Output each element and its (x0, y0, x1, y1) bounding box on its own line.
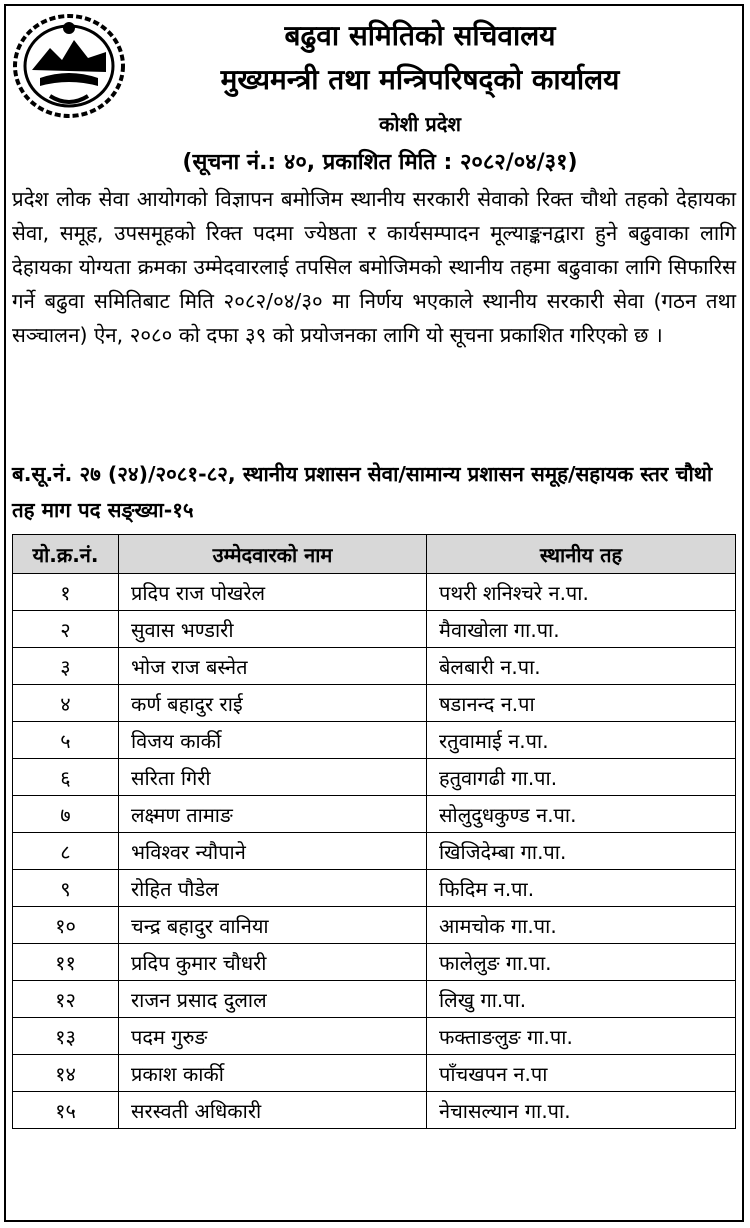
candidate-name: प्रदिप राज पोखरेल (119, 574, 427, 611)
table-row (13, 833, 736, 870)
table-row (13, 981, 736, 1018)
table-header-row (13, 535, 736, 574)
candidate-name: पदम गुरुङ (119, 1018, 427, 1055)
candidate-name: राजन प्रसाद दुलाल (119, 981, 427, 1018)
serial: १५ (13, 1092, 119, 1129)
serial: ४ (13, 685, 119, 722)
candidate-name: रोहित पौडेल (119, 870, 427, 907)
table-row (13, 944, 736, 981)
notice-number: (सूचना नं.: ४०, प्रकाशित मिति : २०८२/०४/३१) (182, 150, 578, 175)
candidate-table (12, 534, 736, 1129)
local-level: फक्ताङलुङ गा.पा. (427, 1018, 736, 1055)
serial: ८ (13, 833, 119, 870)
candidate-name: सुवास भण्डारी (119, 611, 427, 648)
serial: ३ (13, 648, 119, 685)
candidate-name: चन्द्र बहादुर वानिया (119, 907, 427, 944)
notice-paragraph: प्रदेश लोक सेवा आयोगको विज्ञापन बमोजिम स्थानीय सरकारी सेवाको रिक्त चौथो तहको देहायका सेवा, समूह, उपसमूहको रिक्त पदमा ज्येष्ठता र कार्यसम्पादन मूल्याङ्कनद्वारा हुने बढुवाका लागि देहायका योग्यता क्रमका उम्मेदवारलाई तपसिल बमोजिमको स्थानीय तहमा बढुवाका लागि सिफारिस गर्ने बढुवा समितिबाट मिति २०८२/०४/३० मा निर्णय भएकाले स्थानीय सरकारी सेवा (गठन तथा सञ्चालन) ऐन, २०८० को दफा ३९ को प्रयोजनका लागि यो सूचना प्रकाशित गरिएको छ । (12, 187, 736, 347)
table-row (13, 870, 736, 907)
table-row (13, 1092, 736, 1129)
candidate-name: भविश्वर न्यौपाने (119, 833, 427, 870)
candidate-name: सरिता गिरी (119, 759, 427, 796)
serial: १३ (13, 1018, 119, 1055)
table-row (13, 1055, 736, 1092)
header-line-1: बढुवा समितिको सचिवालय (284, 19, 556, 52)
header-line-2: मुख्यमन्त्री तथा मन्त्रिपरिषद्को कार्यालय (220, 63, 620, 96)
local-level: नेचासल्यान गा.पा. (427, 1092, 736, 1129)
table-row (13, 574, 736, 611)
candidate-name: प्रदिप कुमार चौधरी (119, 944, 427, 981)
serial: १४ (13, 1055, 119, 1092)
table-row (13, 685, 736, 722)
candidate-name: लक्ष्मण तामाङ (119, 796, 427, 833)
table-row (13, 1018, 736, 1055)
serial: २ (13, 611, 119, 648)
local-level: लिखु गा.पा. (427, 981, 736, 1018)
table-row (13, 722, 736, 759)
candidate-name: भोज राज बस्नेत (119, 648, 427, 685)
table-row (13, 796, 736, 833)
candidate-name: सरस्वती अधिकारी (119, 1092, 427, 1129)
category-line: ब.सू.नं. २७ (२४)/२०८१-८२, स्थानीय प्रशासन सेवा/सामान्य प्रशासन समूह/सहायक स्तर चौथो तह माग पद सङ्ख्या-१५ (12, 462, 713, 522)
candidate-name: प्रकाश कार्की (119, 1055, 427, 1092)
col-name: उम्मेदवारको नाम (119, 535, 427, 574)
local-level: फालेलुङ गा.पा. (427, 944, 736, 981)
candidate-name: कर्ण बहादुर राई (119, 685, 427, 722)
local-level: फिदिम न.पा. (427, 870, 736, 907)
col-local-level: स्थानीय तह (427, 535, 736, 574)
table-row (13, 611, 736, 648)
serial: १० (13, 907, 119, 944)
serial: १२ (13, 981, 119, 1018)
serial: ५ (13, 722, 119, 759)
local-level: सोलुदुधकुण्ड न.पा. (427, 796, 736, 833)
local-level: हतुवागढी गा.पा. (427, 759, 736, 796)
serial: ११ (13, 944, 119, 981)
local-level: बेलबारी न.पा. (427, 648, 736, 685)
serial: ६ (13, 759, 119, 796)
local-level: रतुवामाई न.पा. (427, 722, 736, 759)
local-level: मैवाखोला गा.पा. (427, 611, 736, 648)
candidate-name: विजय कार्की (119, 722, 427, 759)
local-level: पाँचखपन न.पा (427, 1055, 736, 1092)
serial: १ (13, 574, 119, 611)
local-level: षडानन्द न.पा (427, 685, 736, 722)
local-level: आमचोक गा.पा. (427, 907, 736, 944)
serial: ७ (13, 796, 119, 833)
col-serial: यो.क्र.नं. (13, 535, 119, 574)
serial: ९ (13, 870, 119, 907)
government-emblem-icon (10, 8, 128, 120)
table-row (13, 907, 736, 944)
header-line-3: कोशी प्रदेश (379, 112, 461, 136)
local-level: पथरी शनिश्चरे न.पा. (427, 574, 736, 611)
table-row (13, 759, 736, 796)
local-level: खिजिदेम्बा गा.पा. (427, 833, 736, 870)
table-row (13, 648, 736, 685)
